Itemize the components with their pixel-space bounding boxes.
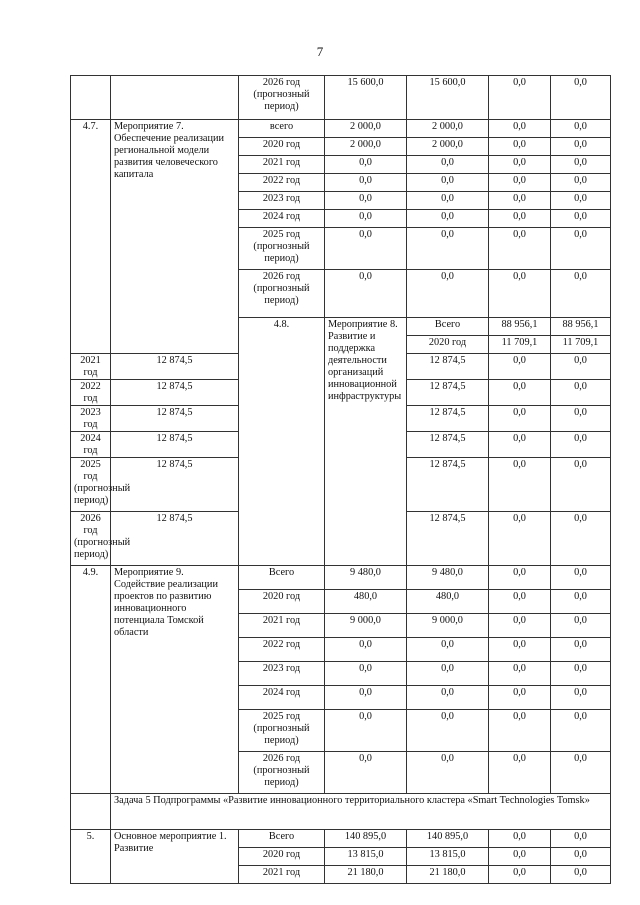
federal-budget-value: 0,0 xyxy=(489,662,551,686)
federal-budget-value: 0,0 xyxy=(489,120,551,138)
regional-budget-value: 0,0 xyxy=(407,752,489,794)
year-cell: 2024 год xyxy=(71,432,111,458)
regional-budget-value: 0,0 xyxy=(407,192,489,210)
federal-budget-value: 0,0 xyxy=(489,512,551,566)
total-value: 15 600,0 xyxy=(325,76,407,120)
item-number-cell xyxy=(71,76,111,120)
regional-budget-value: 12 874,5 xyxy=(407,380,489,406)
regional-budget-value: 9 480,0 xyxy=(407,566,489,590)
federal-budget-value: 0,0 xyxy=(489,752,551,794)
year-cell: 2023 год xyxy=(239,662,325,686)
year-cell: 2021 год xyxy=(239,156,325,174)
item-name: Основное мероприятие 1. Развитие xyxy=(111,830,239,884)
other-sources-value: 0,0 xyxy=(551,512,611,566)
year-cell: 2026 год (прогнозный период) xyxy=(239,752,325,794)
year-cell: 2020 год xyxy=(239,848,325,866)
total-value: 12 874,5 xyxy=(111,406,239,432)
other-sources-value: 0,0 xyxy=(551,228,611,270)
federal-budget-value: 0,0 xyxy=(489,590,551,614)
total-value: 12 874,5 xyxy=(111,432,239,458)
other-sources-value: 0,0 xyxy=(551,120,611,138)
table-row xyxy=(71,566,611,590)
other-sources-value: 0,0 xyxy=(551,638,611,662)
task-row xyxy=(71,794,611,830)
other-sources-value: 0,0 xyxy=(551,830,611,848)
federal-budget-value: 0,0 xyxy=(489,406,551,432)
federal-budget-value: 0,0 xyxy=(489,192,551,210)
total-value: 9 000,0 xyxy=(325,614,407,638)
total-value: 13 815,0 xyxy=(325,848,407,866)
year-cell: 2022 год xyxy=(239,638,325,662)
regional-budget-value: 11 709,1 xyxy=(551,336,611,354)
other-sources-value: 0,0 xyxy=(551,710,611,752)
regional-budget-value: 12 874,5 xyxy=(407,432,489,458)
year-cell: 2021 год xyxy=(239,866,325,884)
other-sources-value: 0,0 xyxy=(551,174,611,192)
item-number: 4.9. xyxy=(71,566,111,794)
budget-table xyxy=(70,75,611,884)
federal-budget-value: 0,0 xyxy=(489,174,551,192)
total-value: 0,0 xyxy=(325,192,407,210)
year-cell: 2026 год (прогнозный период) xyxy=(239,270,325,318)
item-name: Мероприятие 8. Развитие и поддержка деятельности организаций инновационной инфраструктуры xyxy=(325,318,407,566)
regional-budget-value: 2 000,0 xyxy=(407,120,489,138)
total-value: 0,0 xyxy=(325,686,407,710)
other-sources-value: 0,0 xyxy=(551,752,611,794)
other-sources-value: 0,0 xyxy=(551,192,611,210)
other-sources-value: 0,0 xyxy=(551,458,611,512)
total-value: 0,0 xyxy=(325,174,407,192)
total-value: 0,0 xyxy=(325,710,407,752)
regional-budget-value: 12 874,5 xyxy=(407,354,489,380)
total-value: 12 874,5 xyxy=(111,354,239,380)
regional-budget-value: 2 000,0 xyxy=(407,138,489,156)
other-sources-value: 0,0 xyxy=(551,210,611,228)
federal-budget-value: 0,0 xyxy=(489,848,551,866)
total-value: 480,0 xyxy=(325,590,407,614)
regional-budget-value: 480,0 xyxy=(407,590,489,614)
total-value: 0,0 xyxy=(325,228,407,270)
other-sources-value: 0,0 xyxy=(551,614,611,638)
other-sources-value: 0,0 xyxy=(551,432,611,458)
item-name-cell xyxy=(111,76,239,120)
regional-budget-value: 0,0 xyxy=(407,228,489,270)
table-row xyxy=(71,76,611,120)
total-value: 2 000,0 xyxy=(325,120,407,138)
other-sources-value: 0,0 xyxy=(551,866,611,884)
year-cell: 2026 год (прогнозный период) xyxy=(71,512,111,566)
federal-budget-value: 0,0 xyxy=(489,138,551,156)
total-value: 2 000,0 xyxy=(325,138,407,156)
total-value: 21 180,0 xyxy=(325,866,407,884)
federal-budget-value: 0,0 xyxy=(489,210,551,228)
other-sources-value: 0,0 xyxy=(551,406,611,432)
year-cell: Всего xyxy=(407,318,489,336)
total-value: 0,0 xyxy=(325,156,407,174)
federal-budget-value: 0,0 xyxy=(489,156,551,174)
federal-budget-value: 0,0 xyxy=(489,638,551,662)
federal-budget-value: 0,0 xyxy=(489,354,551,380)
regional-budget-value: 140 895,0 xyxy=(407,830,489,848)
regional-budget-value: 0,0 xyxy=(407,156,489,174)
federal-budget-value: 0,0 xyxy=(489,614,551,638)
other-sources-value: 0,0 xyxy=(551,686,611,710)
other-sources-value: 0,0 xyxy=(551,380,611,406)
year-cell: 2021 год xyxy=(71,354,111,380)
federal-budget-value: 0,0 xyxy=(489,830,551,848)
year-cell: 2024 год xyxy=(239,686,325,710)
year-cell: 2023 год xyxy=(71,406,111,432)
year-cell: 2020 год xyxy=(239,590,325,614)
year-cell: 2023 год xyxy=(239,192,325,210)
other-sources-value: 0,0 xyxy=(551,662,611,686)
total-value: 0,0 xyxy=(325,638,407,662)
total-value: 12 874,5 xyxy=(111,512,239,566)
other-sources-value: 0,0 xyxy=(551,76,611,120)
regional-budget-value: 0,0 xyxy=(407,210,489,228)
total-value: 11 709,1 xyxy=(489,336,551,354)
federal-budget-value: 0,0 xyxy=(489,566,551,590)
other-sources-value: 0,0 xyxy=(551,138,611,156)
regional-budget-value: 0,0 xyxy=(407,662,489,686)
item-number: 4.7. xyxy=(71,120,111,354)
federal-budget-value: 0,0 xyxy=(489,686,551,710)
table-row xyxy=(71,830,611,848)
regional-budget-value: 0,0 xyxy=(407,174,489,192)
total-value: 0,0 xyxy=(325,270,407,318)
year-cell: 2022 год xyxy=(71,380,111,406)
page-number: 7 xyxy=(316,44,324,59)
other-sources-value: 0,0 xyxy=(551,156,611,174)
federal-budget-value: 0,0 xyxy=(489,228,551,270)
item-name: Мероприятие 7. Обеспечение реализации региональной модели развития человеческого капитала xyxy=(111,120,239,354)
year-cell: всего xyxy=(239,120,325,138)
year-cell: 2022 год xyxy=(239,174,325,192)
regional-budget-value: 0,0 xyxy=(407,638,489,662)
year-cell: 2024 год xyxy=(239,210,325,228)
regional-budget-value: 12 874,5 xyxy=(407,512,489,566)
total-value: 88 956,1 xyxy=(489,318,551,336)
other-sources-value: 0,0 xyxy=(551,566,611,590)
budget-table-body xyxy=(71,76,611,884)
regional-budget-value: 13 815,0 xyxy=(407,848,489,866)
federal-budget-value: 0,0 xyxy=(489,76,551,120)
federal-budget-value: 0,0 xyxy=(489,380,551,406)
regional-budget-value: 9 000,0 xyxy=(407,614,489,638)
regional-budget-value: 0,0 xyxy=(407,270,489,318)
regional-budget-value: 0,0 xyxy=(407,710,489,752)
item-name: Мероприятие 9. Содействие реализации проектов по развитию инновационного потенциала Томской области xyxy=(111,566,239,794)
total-value: 0,0 xyxy=(325,662,407,686)
other-sources-value: 0,0 xyxy=(551,848,611,866)
federal-budget-value: 0,0 xyxy=(489,866,551,884)
task-number-cell xyxy=(71,794,111,830)
regional-budget-value: 12 874,5 xyxy=(407,458,489,512)
year-cell: 2021 год xyxy=(239,614,325,638)
federal-budget-value: 0,0 xyxy=(489,270,551,318)
other-sources-value: 0,0 xyxy=(551,270,611,318)
year-cell: 2025 год (прогнозный период) xyxy=(239,710,325,752)
total-value: 12 874,5 xyxy=(111,458,239,512)
total-value: 0,0 xyxy=(325,210,407,228)
regional-budget-value: 15 600,0 xyxy=(407,76,489,120)
federal-budget-value: 0,0 xyxy=(489,710,551,752)
year-cell: 2025 год (прогнозный период) xyxy=(239,228,325,270)
year-cell: 2020 год xyxy=(407,336,489,354)
year-cell: 2020 год xyxy=(239,138,325,156)
federal-budget-value: 0,0 xyxy=(489,458,551,512)
total-value: 12 874,5 xyxy=(111,380,239,406)
other-sources-value: 0,0 xyxy=(551,354,611,380)
task-title: Задача 5 Подпрограммы «Развитие инновационного территориального кластера «Smart Technologies Tomsk» xyxy=(111,794,611,830)
regional-budget-value: 12 874,5 xyxy=(407,406,489,432)
total-value: 0,0 xyxy=(325,752,407,794)
regional-budget-value: 21 180,0 xyxy=(407,866,489,884)
regional-budget-value: 88 956,1 xyxy=(551,318,611,336)
regional-budget-value: 0,0 xyxy=(407,686,489,710)
year-cell: Всего xyxy=(239,566,325,590)
total-value: 140 895,0 xyxy=(325,830,407,848)
federal-budget-value: 0,0 xyxy=(489,432,551,458)
other-sources-value: 0,0 xyxy=(551,590,611,614)
table-row xyxy=(71,120,611,138)
item-number: 4.8. xyxy=(239,318,325,566)
year-cell: Всего xyxy=(239,830,325,848)
item-number: 5. xyxy=(71,830,111,884)
year-cell: 2025 год (прогнозный период) xyxy=(71,458,111,512)
year-cell: 2026 год (прогнозный период) xyxy=(239,76,325,120)
total-value: 9 480,0 xyxy=(325,566,407,590)
